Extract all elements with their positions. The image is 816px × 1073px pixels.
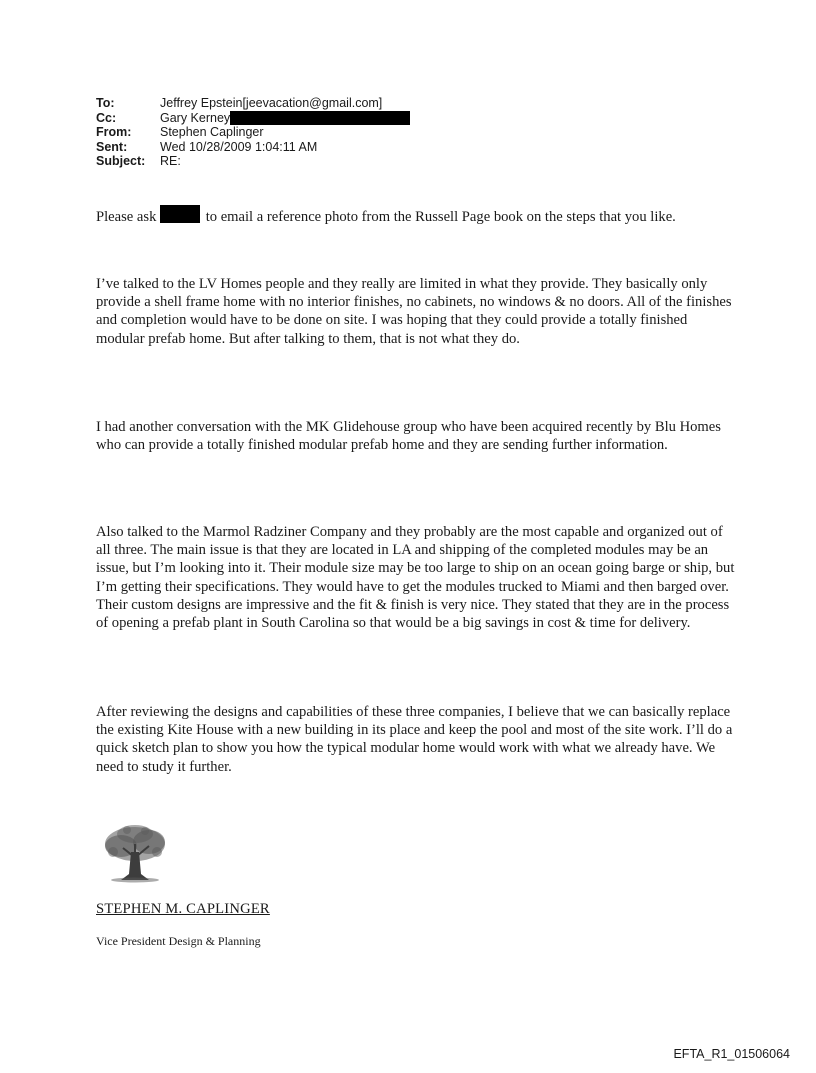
p2-text: I’ve talked to the LV Homes people and they really are limited in what they provide. They basically only provide a shell frame home with no interior finishes, no cabinets, no windows & no doors. All of the finishes and completion would have to be done on site. I was hoping that they could provide a totally finished modular prefab home. But after talking to them, that is not what they do. xyxy=(96,276,732,347)
cc-label: Cc: xyxy=(96,110,117,125)
header-sent-row xyxy=(96,140,410,155)
paragraph-2 xyxy=(96,275,736,348)
header-to-row xyxy=(96,96,410,111)
paragraph-4 xyxy=(96,523,736,632)
p1-before: Please ask xyxy=(96,209,161,225)
signature-name: STEPHEN M. CAPLINGER xyxy=(96,901,270,917)
paragraph-5 xyxy=(96,703,736,776)
p4-text: Also talked to the Marmol Radziner Company and they probably are the most capable and organized out of all three. The main issue is that they are located in LA and shipping of the completed modules may be an issue, but I’m looking into it. Their module size may be too large to ship on an ocean going barge or ship, but I’m getting their specifications. They would have to get the modules trucked to Miami and then barged over. Their custom designs are impressive and the fit & finish is very nice. They stated that they are in the process of opening a prefab plant in South Carolina so that would be a big savings in cost & time for delivery. xyxy=(96,524,735,632)
document-id: EFTA_R1_01506064 xyxy=(673,1047,790,1061)
sent-value: Wed 10/28/2009 1:04:11 AM xyxy=(160,139,318,154)
to-label: To: xyxy=(96,96,115,110)
subject-label: Subject: xyxy=(96,154,146,168)
paragraph-3 xyxy=(96,418,736,454)
header-cc-row xyxy=(96,111,410,126)
to-value: Jeffrey Epstein[jeevacation@gmail.com] xyxy=(160,96,383,110)
from-label: From: xyxy=(96,125,132,139)
signature-title: Vice President Design & Planning xyxy=(96,934,261,948)
p1-after: to email a reference photo from the Russell Page book on the steps that you like. xyxy=(202,209,676,225)
p3-text: I had another conversation with the MK Glidehouse group who have been acquired recently by Blu Homes who can provide a totally finished modular prefab home and they are sending further information. xyxy=(96,419,721,454)
cc-value: Gary Kerney xyxy=(160,110,231,125)
header-subject-row xyxy=(96,154,410,169)
header-from-row xyxy=(96,125,410,140)
email-header xyxy=(96,96,410,169)
p5-text: After reviewing the designs and capabilities of these three companies, I believe that we can basically replace the existing Kite House with a new building in its place and keep the pool and most of the site work. I’ll do a quick sketch plan to show you how the typical modular home would work with what we already have. We need to study it further. xyxy=(96,704,733,775)
tree-logo-icon xyxy=(95,822,175,884)
from-value: Stephen Caplinger xyxy=(160,125,264,139)
paragraph-1 xyxy=(96,205,736,226)
sent-label: Sent: xyxy=(96,139,128,154)
redaction-box xyxy=(160,205,200,223)
subject-value: RE: xyxy=(160,154,181,168)
redaction-box xyxy=(230,111,410,125)
